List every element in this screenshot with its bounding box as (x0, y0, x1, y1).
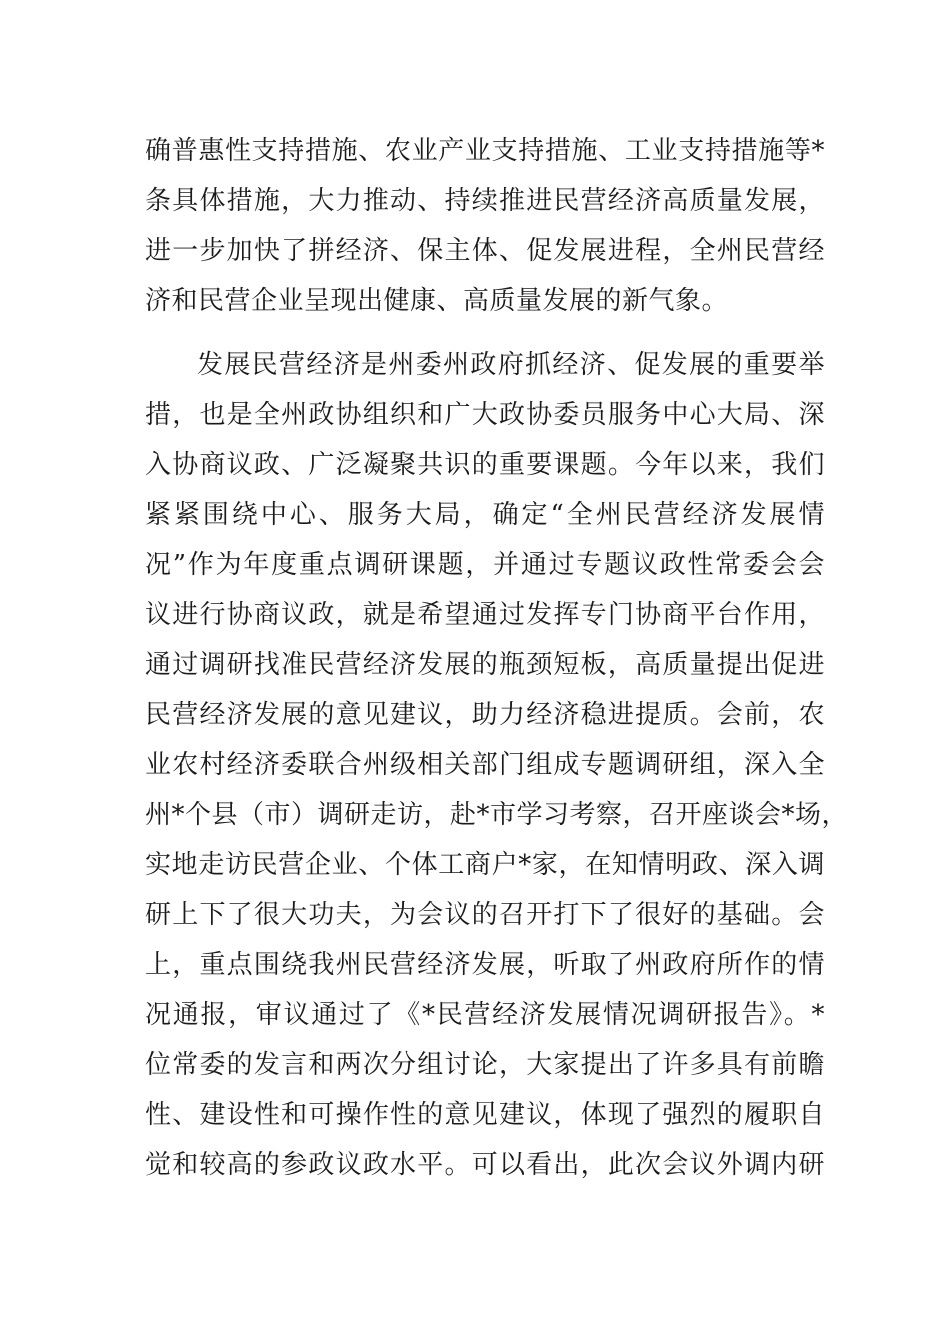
text-line: 觉和较高的参政议政水平。可以看出，此次会议外调内研 (145, 1150, 825, 1180)
text-line: 措，也是全州政协组织和广大政协委员服务中心大局、深 (145, 400, 825, 430)
text-line: 入协商议政、广泛凝聚共识的重要课题。今年以来，我们 (145, 450, 825, 480)
text-line: 况通报，审议通过了《*民营经济发展情况调研报告》。* (145, 1000, 825, 1030)
text-line: 进一步加快了拼经济、保主体、促发展进程，全州民营经 (145, 236, 825, 266)
text-line: 通过调研找准民营经济发展的瓶颈短板，高质量提出促进 (145, 650, 825, 680)
text-line: 上，重点围绕我州民营经济发展，听取了州政府所作的情 (145, 950, 825, 980)
text-line: 民营经济发展的意见建议，助力经济稳进提质。会前，农 (145, 700, 825, 730)
text-line: 条具体措施，大力推动、持续推进民营经济高质量发展， (145, 186, 825, 216)
text-line: 议进行协商议政，就是希望通过发挥专门协商平台作用， (145, 600, 825, 630)
text-line: 况”作为年度重点调研课题，并通过专题议政性常委会会 (145, 550, 825, 580)
text-line: 研上下了很大功夫，为会议的召开打下了很好的基础。会 (145, 900, 825, 930)
text-line: 紧紧围绕中心、服务大局，确定“全州民营经济发展情 (145, 500, 825, 530)
text-line: 确普惠性支持措施、农业产业支持措施、工业支持措施等* (145, 136, 825, 166)
text-line: 性、建设性和可操作性的意见建议，体现了强烈的履职自 (145, 1100, 825, 1130)
text-line: 实地走访民营企业、个体工商户*家，在知情明政、深入调 (145, 850, 825, 880)
text-line: 济和民营企业呈现出健康、高质量发展的新气象。 (145, 286, 729, 316)
text-line: 位常委的发言和两次分组讨论，大家提出了许多具有前瞻 (145, 1050, 825, 1080)
text-line: 发展民营经济是州委州政府抓经济、促发展的重要举 (197, 350, 825, 380)
text-line: 州*个县（市）调研走访，赴*市学习考察，召开座谈会*场， (145, 800, 849, 830)
text-line: 业农村经济委联合州级相关部门组成专题调研组，深入全 (145, 750, 825, 780)
